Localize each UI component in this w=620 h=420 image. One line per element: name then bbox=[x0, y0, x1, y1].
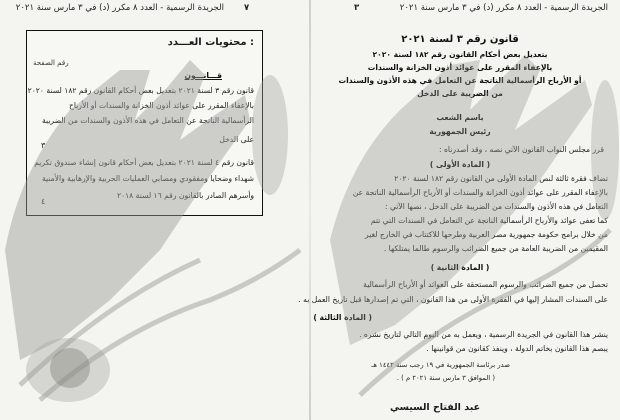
article-1-line-2: بالإعفاء المقرر على عوائد أذون الخزانة والسندات أو الأرباح الرأسمالية الناتجة عن bbox=[352, 188, 608, 197]
article-2-line-2: على السندات المشار إليها في الفقرة الأولى من هذا القانون ، التي تم إصدارها قبل تاريخ العمل به . bbox=[298, 295, 608, 304]
right-page-number: ٣ bbox=[354, 3, 360, 13]
toc-entry-1: قانون رقم ٣ لسنة ٢٠٢١ بتعديل بعض أحكام القانون رقم ١٨٢ لسنة ٢٠٢٠ bbox=[27, 86, 254, 95]
preamble-president: رئيس الجمهورية bbox=[429, 127, 491, 136]
article-1-line-5: من خلال برامج حكومة جمهورية مصر العربية وطرحها للاكتتاب في الخارج لغير bbox=[365, 230, 608, 239]
article-1-title: ( المادة الأولى ) bbox=[429, 160, 491, 169]
article-1-line-3: التعامل في هذه الأذون والسندات من الضريبة على الدخل ، نصها الآتي : bbox=[384, 202, 608, 211]
article-1-line-6: المقيمين من الضريبة العامة من جميع الضرائب والرسوم طالما يمتلكها . bbox=[383, 244, 608, 253]
law-subtitle-3: أو الأرباح الرأسمالية الناتجة عن التعامل في هذه الأذون والسندات bbox=[338, 76, 582, 85]
left-page-number: ٧ bbox=[244, 3, 250, 13]
toc-entry-4: على الدخل bbox=[219, 135, 254, 144]
article-2-title: ( المادة الثانية ) bbox=[430, 263, 490, 272]
preamble-people: باسم الشعب bbox=[436, 113, 484, 122]
toc-section-heading: قـــانـــون bbox=[184, 71, 222, 80]
toc-entry-3: الرأسمالية الناتجة عن التعامل في هذه الأذون والسندات من الضريبة bbox=[41, 116, 254, 125]
law-subtitle-1: بتعديل بعض أحكام القانون رقم ١٨٢ لسنة ٢٠٢٠ bbox=[372, 50, 548, 59]
issued-line-1: صدر برئاسة الجمهورية في ١٩ رجب سنة ١٤٤٢ هـ bbox=[371, 361, 510, 369]
enactment-line: قرر مجلس النواب القانون الآتي نصه ، وقد أصدرناه : bbox=[438, 145, 604, 154]
toc-page-2: ٤ bbox=[41, 197, 46, 206]
article-3-line-2: يبصم هذا القانون بخاتم الدولة ، وينفذ كقانون من قوانينها . bbox=[426, 344, 608, 353]
article-1-line-1: تضاف فقرة ثالثة لنص المادة الأولى من القانون رقم ١٨٢ لسنة ٢٠٢٠ bbox=[394, 174, 608, 183]
article-3-title: ( المادة الثالثة ) bbox=[313, 313, 372, 322]
toc-entry-7: وأسرهم الصادر بالقانون رقم ١٦ لسنة ٢٠١٨ bbox=[116, 191, 254, 200]
toc-entry-6: شهداء وضحايا ومفقودي ومصابي العمليات الحربية والإرهابية والأمنية bbox=[41, 174, 254, 183]
issued-line-2: ( الموافق ٣ مارس سنة ٢٠٢١ م ) . bbox=[396, 374, 495, 382]
law-title: قانون رقم ٣ لسنة ٢٠٢١ bbox=[401, 34, 519, 45]
article-2-line-1: تحصل من جميع الضرائب والرسوم المستحقة على العوائد أو الأرباح الرأسمالية bbox=[363, 280, 608, 289]
toc-entry-2: بالإعفاء المقرر على عوائد أذون الخزانة والسندات أو الأرباح bbox=[68, 101, 254, 110]
page-spine bbox=[309, 0, 311, 420]
toc-title: محتويات العـــدد : bbox=[167, 37, 254, 48]
right-header-text: الجريدة الرسمية - العدد ٨ مكرر (د) في ٣ مارس سنة ٢٠٢١ bbox=[399, 3, 608, 13]
signature-name: عبد الفتاح السيسي bbox=[390, 402, 481, 413]
toc-box bbox=[26, 30, 263, 216]
law-subtitle-2: بالإعفاء المقرر على عوائد أذون الخزانة والسندات bbox=[367, 63, 553, 72]
article-1-line-4: كما تعفى عوائد والأرباح الرأسمالية الناتجة عن التعامل في السندات التي تتم bbox=[370, 216, 608, 225]
toc-page-1: ٣ bbox=[41, 141, 46, 150]
left-header-text: الجريدة الرسمية - العدد ٨ مكرر (د) في ٣ مارس سنة ٢٠٢١ bbox=[15, 3, 224, 13]
toc-entry-5: قانون رقم ٤ لسنة ٢٠٢١ بتعديل بعض أحكام قانون إنشاء صندوق تكريم bbox=[34, 158, 254, 167]
toc-page-column-label: رقم الصفحة bbox=[33, 59, 69, 67]
article-3-line-1: ينشر هذا القانون في الجريدة الرسمية ، ويعمل به من اليوم التالي لتاريخ نشره . bbox=[359, 330, 608, 339]
law-subtitle-4: من الضريبة على الدخل bbox=[417, 89, 503, 98]
